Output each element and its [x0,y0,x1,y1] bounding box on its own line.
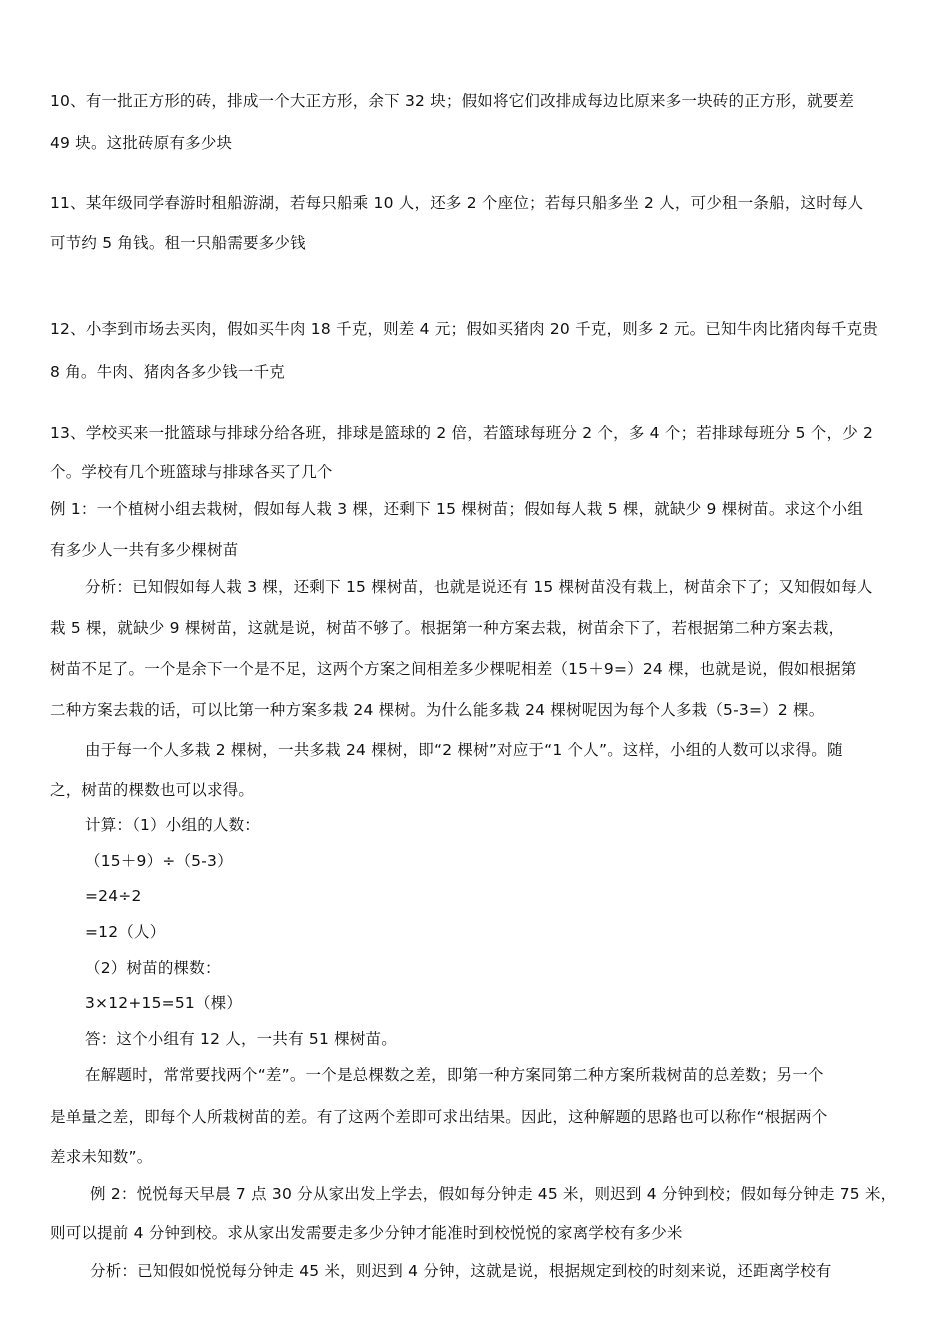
example-2-analysis-line-1: 分析：已知假如悦悦每分钟走 45 米，则迟到 4 分钟，这就是说，根据规定到校的时刻来说，还距离学校有 [90,1262,832,1280]
problem-13-line-1: 13、学校买来一批篮球与排球分给各班，排球是篮球的 2 倍，若篮球每班分 2 个，多 4 个；若排球每班分 5 个，少 2 [50,424,874,442]
example-1-calc-part-2-title: （2）树苗的棵数： [85,959,221,977]
problem-13-line-2: 个。学校有几个班篮球与排球各买了几个 [50,463,333,481]
example-1-analysis-line-3: 树苗不足了。一个是余下一个是不足，这两个方案之间相差多少棵呢相差（15＋9=）24 棵，也就是说，假如根据第 [50,660,857,678]
example-1-analysis-line-4: 二种方案去栽的话，可以比第一种方案多栽 24 棵树。为什么能多栽 24 棵树呢因为每个人多栽（5-3=）2 棵。 [50,701,825,719]
example-2-question-line-1: 例 2：悦悦每天早晨 7 点 30 分从家出发上学去，假如每分钟走 45 米，则迟到 4 分钟到校；假如每分钟走 75 米， [90,1185,897,1203]
example-1-calc-step-3: =12（人） [85,923,166,941]
example-1-summary-line-2: 是单量之差，即每个人所栽树苗的差。有了这两个差即可求出结果。因此，这种解题的思路也可以称作“根据两个 [50,1108,828,1126]
problem-11-line-2: 可节约 5 角钱。租一只船需要多少钱 [50,234,306,252]
example-1-question-line-1: 例 1：一个植树小组去栽树，假如每人栽 3 棵，还剩下 15 棵树苗；假如每人栽 5 棵，就缺少 9 棵树苗。求这个小组 [50,500,864,518]
problem-11-line-1: 11、某年级同学春游时租船游湖，若每只船乘 10 人，还多 2 个座位；若每只船多坐 2 人，可少租一条船，这时每人 [50,194,864,212]
example-1-summary-line-1: 在解题时，常常要找两个“差”。一个是总棵数之差，即第一种方案同第二种方案所栽树苗的总差数；另一个 [85,1066,824,1084]
problem-12-line-1: 12、小李到市场去买肉，假如买牛肉 18 千克，则差 4 元；假如买猪肉 20 千克，则多 2 元。已知牛肉比猪肉每千克贵 [50,320,879,338]
example-1-calc-title: 计算：（1）小组的人数： [85,816,261,834]
example-1-summary-line-3: 差求未知数”。 [50,1148,153,1166]
problem-10-line-2: 49 块。这批砖原有多少块 [50,134,233,152]
example-1-reasoning-line-1: 由于每一个人多栽 2 棵树，一共多栽 24 棵树，即“2 棵树”对应于“1 个人”。这样，小组的人数可以求得。随 [85,741,843,759]
example-1-analysis-line-2: 栽 5 棵，就缺少 9 棵树苗，这就是说，树苗不够了。根据第一种方案去栽，树苗余下了，若根据第二种方案去栽， [50,619,845,637]
example-1-analysis-line-1: 分析：已知假如每人栽 3 棵，还剩下 15 棵树苗，也就是说还有 15 棵树苗没有栽上，树苗余下了；又知假如每人 [85,578,873,596]
example-2-question-line-2: 则可以提前 4 分钟到校。求从家出发需要走多少分钟才能准时到校悦悦的家离学校有多少米 [50,1224,683,1242]
example-1-question-line-2: 有多少人一共有多少棵树苗 [50,541,239,559]
problem-10-line-1: 10、有一批正方形的砖，排成一个大正方形，余下 32 块；假如将它们改排成每边比原来多一块砖的正方形，就要差 [50,92,855,110]
example-1-calc-part-2-step: 3×12+15=51（棵） [85,994,243,1012]
example-1-calc-step-1: （15＋9）÷（5-3） [85,852,233,870]
example-1-reasoning-line-2: 之，树苗的棵数也可以求得。 [50,781,255,799]
example-1-answer: 答：这个小组有 12 人，一共有 51 棵树苗。 [85,1030,397,1048]
example-1-calc-step-2: =24÷2 [85,887,142,905]
problem-12-line-2: 8 角。牛肉、猪肉各多少钱一千克 [50,363,285,381]
